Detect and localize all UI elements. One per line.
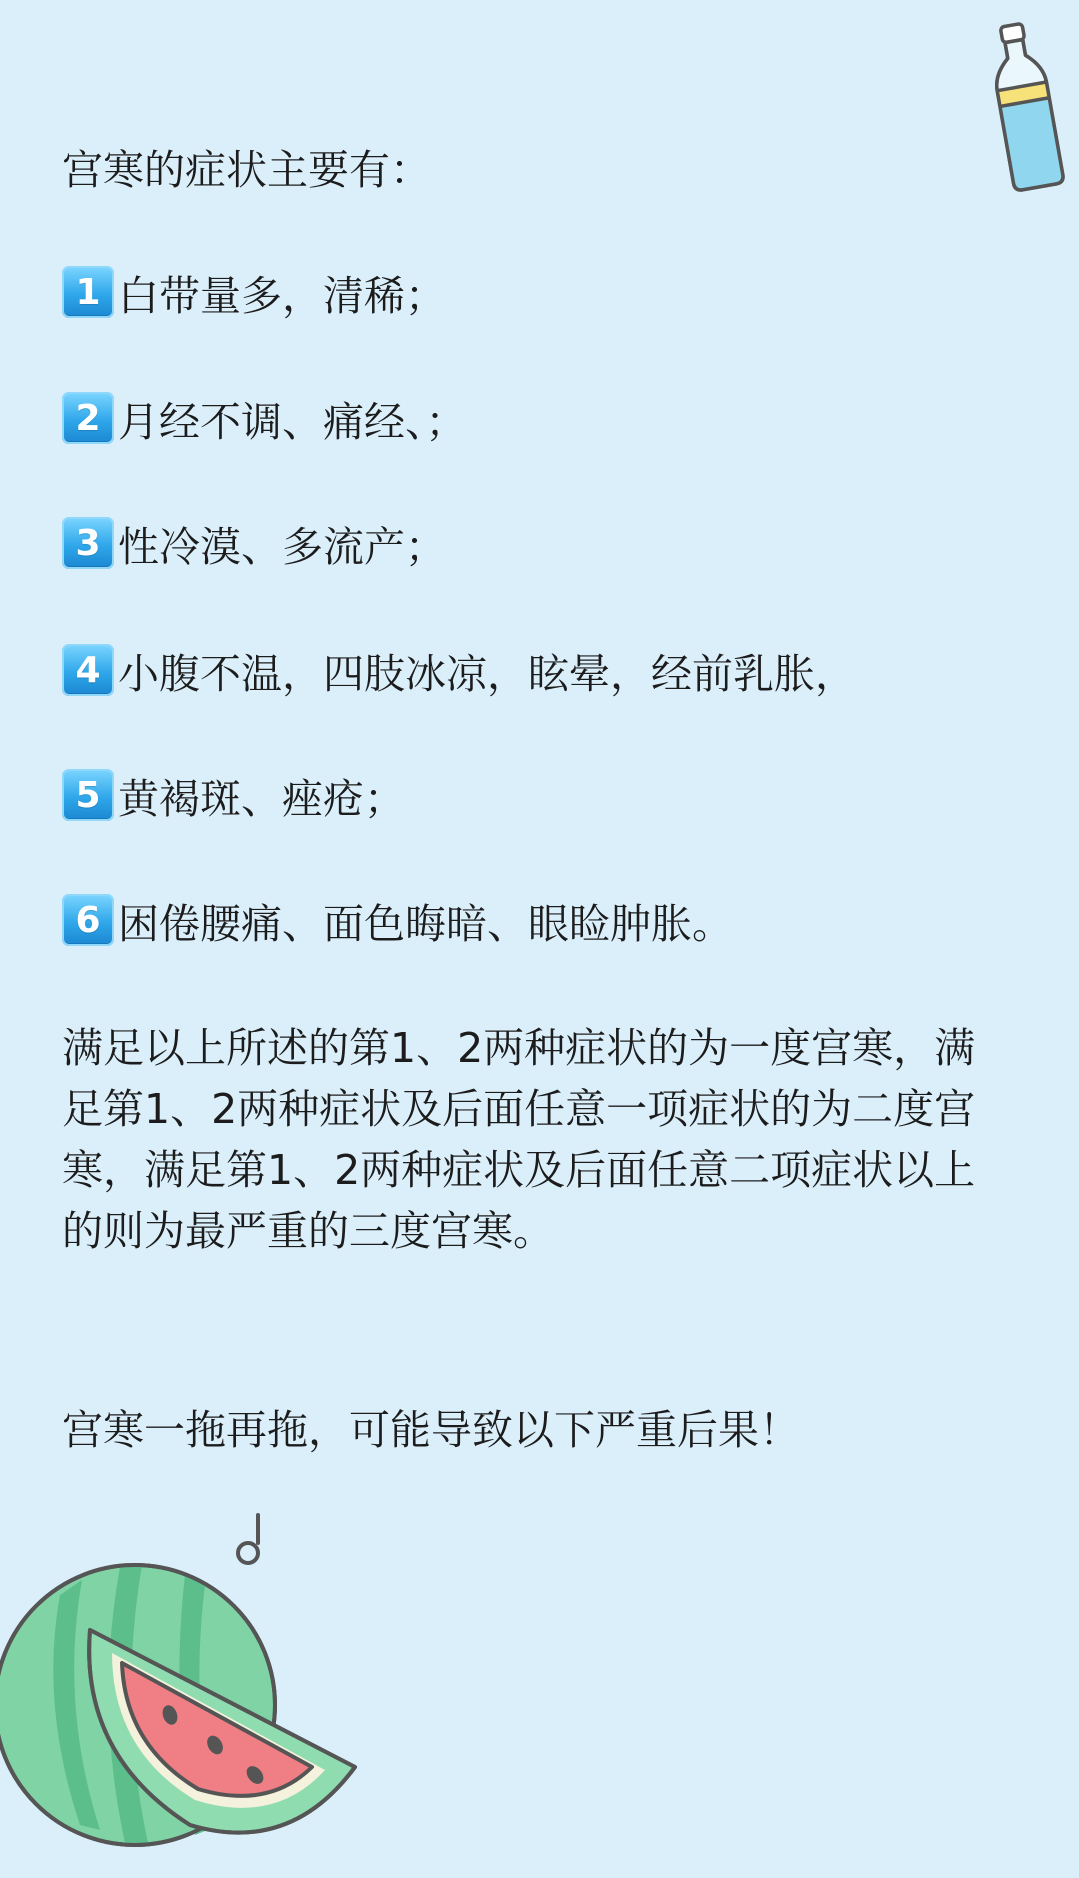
keycap-6-icon: 6 xyxy=(62,894,114,946)
drink-bottle-icon xyxy=(981,20,1071,195)
list-item-text: 黄褐斑、痤疮； xyxy=(118,774,405,823)
warning-text: 宫寒一拖再拖，可能导致以下严重后果！ xyxy=(62,1406,800,1454)
list-item xyxy=(62,388,467,448)
keycap-4-icon: 4 xyxy=(62,644,114,696)
section-heading: 宫寒的症状主要有： xyxy=(62,146,431,194)
keycap-3-icon: 3 xyxy=(62,517,114,569)
list-item-text: 白带量多，清稀； xyxy=(118,271,446,320)
list-item-text: 月经不调、痛经、； xyxy=(118,397,467,446)
list-item xyxy=(62,890,733,950)
severity-paragraph: 满足以上所述的第1、2两种症状的为一度宫寒，满足第1、2两种症状及后面任意一项症状的为二度宫寒，满足第1、2两种症状及后面任意二项症状以上的则为最严重的三度宫寒。 xyxy=(62,1024,976,1255)
list-item-text: 小腹不温，四肢冰凉，眩晕，经前乳胀， xyxy=(118,649,856,698)
keycap-1-icon: 1 xyxy=(62,266,114,318)
list-item xyxy=(62,262,446,322)
keycap-5-icon: 5 xyxy=(62,769,114,821)
watermelon-icon xyxy=(0,1505,370,1865)
list-item-text: 性冷漠、多流产； xyxy=(118,522,446,571)
keycap-2-icon: 2 xyxy=(62,392,114,444)
list-item xyxy=(62,765,405,825)
list-item xyxy=(62,513,446,573)
list-item-text: 困倦腰痛、面色晦暗、眼睑肿胀。 xyxy=(118,899,733,948)
list-item xyxy=(62,640,856,700)
